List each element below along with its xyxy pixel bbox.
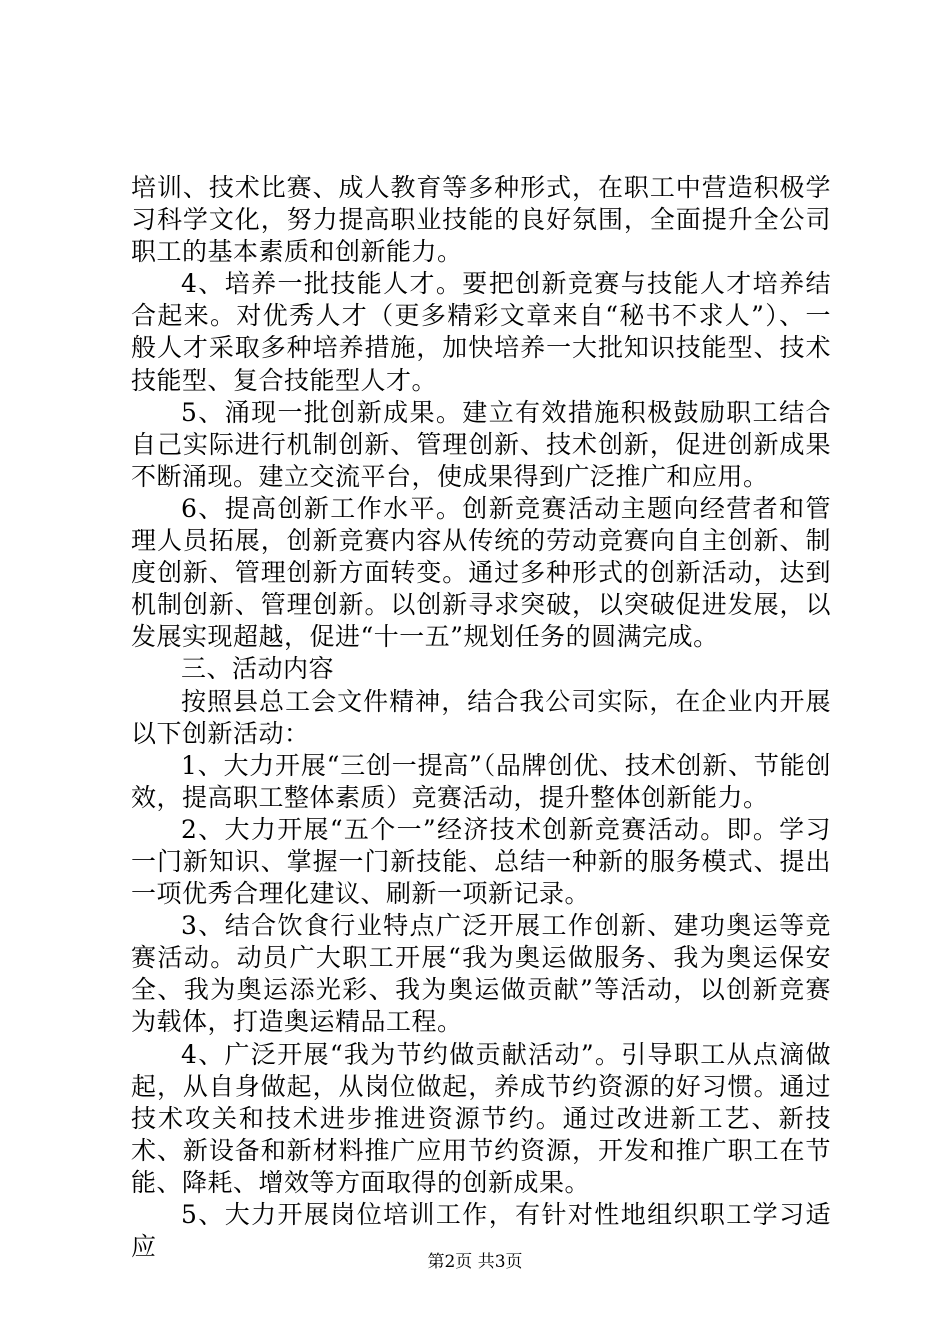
paragraph-activity-3: 3、结合饮食行业特点广泛开展工作创新、建功奥运等竞赛活动。动员广大职工开展“我为奥运做服务、我为奥运保安全、我为奥运添光彩、我为奥运做贡献”等活动，以创新竞赛为载体，打造奥运精品工程。 (131, 911, 831, 1037)
paragraph-item-4: 4、培养一批技能人才。要把创新竞赛与技能人才培养结合起来。对优秀人才（更多精彩文章来自“秘书不求人”）、一般人才采取多种培养措施，加快培养一大批知识技能型、技术技能型、复合技能型人才。 (131, 269, 831, 395)
page-footer: 第2页 共3页 (427, 1252, 523, 1272)
paragraph-item-5: 5、涌现一批创新成果。建立有效措施积极鼓励职工结合自己实际进行机制创新、管理创新、技术创新，促进创新成果不断涌现。建立交流平台，使成果得到广泛推广和应用。 (131, 397, 831, 491)
paragraph-intro: 按照县总工会文件精神，结合我公司实际，在企业内开展以下创新活动： (131, 686, 831, 748)
paragraph-continuation: 培训、技术比赛、成人教育等多种形式，在职工中营造积极学习科学文化，努力提高职业技能的良好氛围，全面提升全公司职工的基本素质和创新能力。 (131, 173, 831, 267)
paragraph-activity-1: 1、大力开展“三创一提高”（品牌创优、技术创新、节能创效，提高职工整体素质）竞赛活动，提升整体创新能力。 (131, 750, 831, 812)
document-body (131, 172, 831, 1263)
paragraph-activity-4: 4、广泛开展“我为节约做贡献活动”。引导职工从点滴做起，从自身做起，从岗位做起，养成节约资源的好习惯。通过技术攻关和技术进步推进资源节约。通过改进新工艺、新技术、新设备和新材料推广应用节约资源，开发和推广职工在节能、降耗、增效等方面取得的创新成果。 (131, 1039, 831, 1197)
paragraph-activity-5: 5、大力开展岗位培训工作，有针对性地组织职工学习适应 (131, 1200, 831, 1262)
paragraph-item-6: 6、提高创新工作水平。创新竞赛活动主题向经营者和管理人员拓展，创新竞赛内容从传统的劳动竞赛向自主创新、制度创新、管理创新方面转变。通过多种形式的创新活动，达到机制创新、管理创新。以创新寻求突破，以突破促进发展，以发展实现超越，促进“十一五”规划任务的圆满完成。 (131, 493, 831, 652)
section-heading: 三、活动内容 (181, 654, 335, 684)
paragraph-activity-2: 2、大力开展“五个一”经济技术创新竞赛活动。即。学习一门新知识、掌握一门新技能、总结一种新的服务模式、提出一项优秀合理化建议、刷新一项新记录。 (131, 814, 831, 909)
